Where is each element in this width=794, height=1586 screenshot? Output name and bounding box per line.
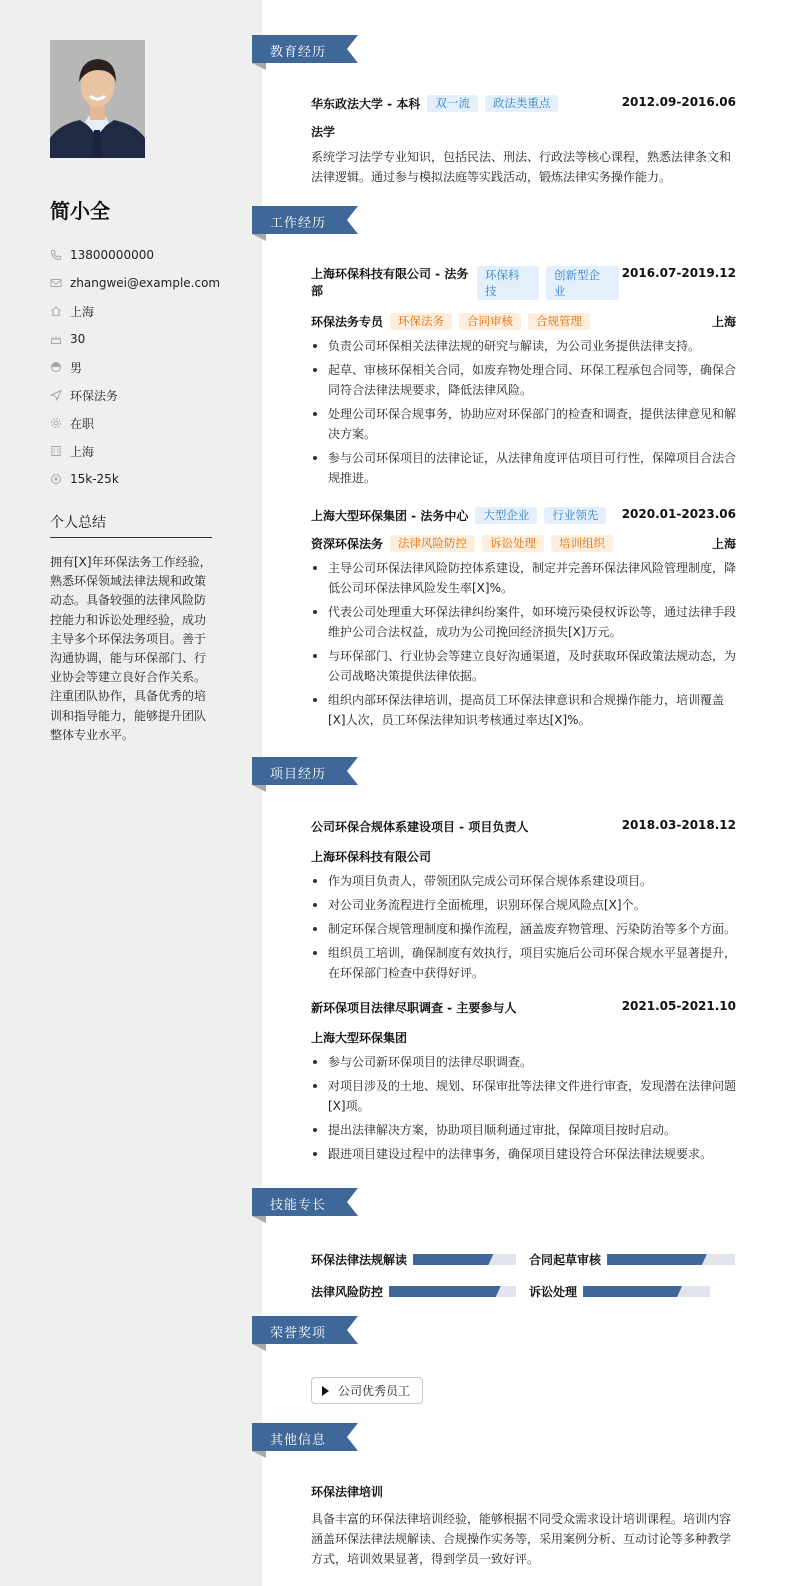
text-line: 代表公司处理重大环保法律纠纷案件，如环境污染侵权诉讼等，通过法律手段	[328, 605, 737, 619]
summary-line: 动态。具备较强的法律风险防	[50, 593, 207, 608]
text-line: 业	[554, 284, 566, 298]
tag: 政法类重点	[485, 95, 559, 112]
project-title: 公司环保合规体系建设项目 - 项目负责人	[311, 820, 529, 834]
text-line: 负责公司环保相关法律法规的研究与解读，为公司业务提供法律支持。	[328, 339, 701, 353]
summary-line: 整体专业水平。	[50, 727, 135, 742]
info-text: 30	[70, 332, 86, 346]
text-line: 起草、审核环保相关合同，如废弃物处理合同、环保工程承包合同等，确保合	[328, 363, 737, 377]
age-icon	[50, 333, 62, 345]
text-line: 跟进项目建设过程中的法律事务，确保项目建设符合环保法律法规要求。	[328, 1147, 713, 1161]
text-line: 具备丰富的环保法律培训经验，能够根据不同受众需求设计培训课程。培训内容	[311, 1512, 732, 1526]
info-city	[50, 437, 220, 465]
tag: 法律风险防控	[390, 535, 475, 552]
list-item	[311, 690, 736, 730]
work-head	[311, 507, 736, 524]
text-line: 环保科	[485, 268, 520, 282]
section-header-education	[252, 35, 362, 71]
info-text: 男	[70, 360, 83, 375]
other-description	[311, 1509, 736, 1569]
summary-line: 业协会等建立良好合作关系。	[50, 670, 207, 685]
section-header-skills	[252, 1188, 362, 1224]
tag: 诉讼处理	[482, 535, 544, 552]
text-line: 参与公司新环保项目的法律尽职调查。	[328, 1055, 533, 1069]
info-text: 环保法务	[70, 388, 119, 403]
skill-item	[311, 1251, 516, 1268]
section-title: 项目经历	[270, 767, 327, 782]
summary-line: 注重团队协作，具备优秀的培	[50, 689, 207, 704]
text-line: 同符合法律法规要求，降低法律风险。	[328, 383, 533, 397]
tag: 合规管理	[528, 313, 590, 330]
text-line: 公司战略决策提供法律依据。	[328, 669, 485, 683]
city: 上海	[711, 315, 736, 329]
info-text: 15k-25k	[70, 472, 119, 486]
date-range: 2021.05-2021.10	[621, 999, 736, 1013]
skill-name: 合同起草审核	[529, 1253, 602, 1267]
status-icon	[50, 417, 62, 429]
summary-line: 控能力和诉讼处理经验，成功	[50, 612, 207, 627]
text-line: 对公司业务流程进行全面梳理，识别环保合规风险点[X]个。	[328, 898, 646, 912]
skill-bar-fill	[413, 1254, 493, 1265]
award-name: 公司优秀员工	[338, 1384, 411, 1398]
person-name: 简小全	[50, 199, 110, 223]
duty-list	[311, 558, 736, 730]
summary-line: 熟悉环保领域法律法规和政策	[50, 574, 207, 589]
major: 法学	[311, 125, 336, 139]
section-title: 教育经历	[270, 45, 327, 60]
text-line: [X]人次，员工环保法律知识考核通过率达[X]%。	[328, 713, 591, 727]
text-line: 制定环保合规管理制度和操作流程，涵盖废弃物管理、污染防治等多个方面。	[328, 922, 737, 936]
text-line: 涵盖环保法律法规解读、合规操作实务等，采用案例分析、互动讨论等多种教学	[311, 1532, 732, 1546]
tag: 行业领先	[544, 507, 606, 524]
section-title: 工作经历	[270, 216, 327, 231]
skill-bar	[413, 1254, 516, 1265]
summary-line: 主导多个环保法务项目。善于	[50, 631, 207, 646]
list-item	[311, 646, 736, 686]
skill-bar-fill	[389, 1286, 501, 1297]
profile-photo	[50, 40, 145, 158]
date-range: 2020.01-2023.06	[621, 507, 736, 521]
skill-item	[529, 1283, 710, 1300]
education-head	[311, 95, 736, 112]
text-line: 参与公司环保项目的法律论证，从法律角度评估项目可行性，保障项目合法合	[328, 451, 737, 465]
role-row	[311, 535, 736, 552]
school-name: 华东政法大学 - 本科	[311, 97, 421, 111]
summary-line: 沟通协调，能与环保部门、行	[50, 651, 207, 666]
section-title: 其他信息	[270, 1433, 327, 1448]
text-line: 规推进。	[328, 471, 377, 485]
text-line: 在环保部门检查中获得好评。	[328, 966, 485, 980]
list-item	[311, 360, 736, 400]
education-entry	[311, 95, 736, 187]
project-entry	[311, 999, 736, 1168]
info-salary	[50, 465, 220, 493]
text-line: 低公司环保法律风险发生率[X]%。	[328, 581, 513, 595]
section-title: 荣誉奖项	[270, 1326, 327, 1341]
contact-info-list	[50, 241, 220, 493]
section-header-work	[252, 206, 362, 242]
company-name	[311, 266, 469, 300]
skill-name: 法律风险防控	[311, 1285, 384, 1299]
work-entry	[311, 507, 736, 734]
text-line: 决方案。	[328, 427, 377, 441]
info-text: 13800000000	[70, 248, 154, 262]
tag: 培训组织	[551, 535, 613, 552]
award-badge	[311, 1377, 423, 1404]
skill-item	[311, 1283, 516, 1300]
section-header-other	[252, 1423, 362, 1459]
date-range: 2012.09-2016.06	[621, 95, 736, 109]
company-name: 上海大型环保集团 - 法务中心	[311, 509, 469, 523]
info-age	[50, 325, 220, 353]
text-line: 对项目涉及的土地、规划、环保审批等法律文件进行审查，发现潜在法律问题	[328, 1079, 737, 1093]
role-row	[311, 313, 736, 330]
summary-title: 个人总结	[50, 515, 106, 531]
info-status	[50, 409, 220, 437]
project-duty-list	[311, 1052, 736, 1164]
text-line: 部	[311, 284, 324, 298]
list-item	[311, 558, 736, 598]
skill-name: 环保法律法规解读	[311, 1253, 408, 1267]
info-gender	[50, 353, 220, 381]
summary-line: 训和指导能力，能够提升团队	[50, 708, 207, 723]
date-range: 2018.03-2018.12	[621, 818, 736, 832]
tag	[546, 266, 619, 300]
list-item	[311, 336, 736, 356]
text-line: 上海环保科技有限公司 - 法务	[311, 267, 469, 281]
salary-icon	[50, 473, 62, 485]
tag: 合同审核	[459, 313, 521, 330]
text-line: 系统学习法学专业知识，包括民法、刑法、行政法等核心课程，熟悉法律条文和	[311, 150, 732, 164]
tag: 大型企业	[475, 507, 537, 524]
info-home	[50, 297, 220, 325]
list-item	[311, 1052, 736, 1072]
info-text: 上海	[70, 304, 95, 319]
date-range: 2016.07-2019.12	[621, 266, 736, 280]
text-line: 方式，培训效果显著，得到学员一致好评。	[311, 1552, 540, 1566]
text-line: 作为项目负责人，带领团队完成公司环保合规体系建设项目。	[328, 874, 653, 888]
role-title: 环保法务专员	[311, 315, 384, 329]
text-line: [X]项。	[328, 1099, 370, 1113]
summary-text	[50, 553, 215, 745]
gender-icon	[50, 361, 62, 373]
info-phone	[50, 241, 220, 269]
city: 上海	[711, 537, 736, 551]
play-icon	[322, 1386, 329, 1396]
project-org: 上海大型环保集团	[311, 1031, 408, 1045]
tag	[477, 266, 539, 300]
work-head	[311, 266, 736, 300]
duty-list	[311, 336, 736, 488]
info-job	[50, 381, 220, 409]
skill-bar-fill	[607, 1254, 707, 1265]
info-text: 在职	[70, 416, 95, 431]
text-line: 与环保部门、行业协会等建立良好沟通渠道，及时获取环保政策法规动态，为	[328, 649, 737, 663]
list-item	[311, 1120, 736, 1140]
other-title: 环保法律培训	[311, 1485, 384, 1499]
project-title: 新环保项目法律尽职调查 - 主要参与人	[311, 1001, 517, 1015]
list-item	[311, 602, 736, 642]
education-description	[311, 147, 736, 187]
project-entry	[311, 818, 736, 987]
text-line: 主导公司环保法律风险防控体系建设，制定并完善环保法律风险管理制度，降	[328, 561, 737, 575]
mail-icon	[50, 277, 62, 289]
skill-name: 诉讼处理	[529, 1285, 578, 1299]
text-line: 处理公司环保合规事务，协助应对环保部门的检查和调查，提供法律意见和解	[328, 407, 737, 421]
info-text: zhangwei@example.com	[70, 276, 221, 290]
project-head	[311, 818, 736, 835]
list-item	[311, 943, 736, 983]
sidebar	[0, 0, 262, 1586]
list-item	[311, 871, 736, 891]
tag: 环保法务	[390, 313, 452, 330]
section-header-projects	[252, 757, 362, 793]
section-title: 技能专长	[270, 1198, 327, 1213]
building-icon	[50, 445, 62, 457]
list-item	[311, 895, 736, 915]
text-line: 组织内部环保法律培训，提高员工环保法律意识和合规操作能力，培训覆盖	[328, 693, 725, 707]
skill-bar	[389, 1286, 516, 1297]
list-item	[311, 1144, 736, 1164]
phone-icon	[50, 249, 62, 261]
list-item	[311, 919, 736, 939]
skill-bar	[583, 1286, 710, 1297]
send-icon	[50, 389, 62, 401]
list-item	[311, 1076, 736, 1116]
home-icon	[50, 305, 62, 317]
project-duty-list	[311, 871, 736, 983]
summary-divider	[50, 537, 212, 538]
other-entry	[311, 1483, 736, 1569]
skill-bar-fill	[583, 1286, 682, 1297]
info-text: 上海	[70, 444, 95, 459]
skill-bar	[607, 1254, 735, 1265]
role-title: 资深环保法务	[311, 537, 384, 551]
text-line: 创新型企	[554, 268, 600, 282]
list-item	[311, 404, 736, 444]
list-item	[311, 448, 736, 488]
work-entry	[311, 266, 736, 492]
text-line: 组织员工培训，确保制度有效执行，项目实施后公司环保合规水平显著提升，	[328, 946, 737, 960]
skill-item	[529, 1251, 735, 1268]
text-line: 技	[485, 284, 497, 298]
text-line: 维护公司合法权益，成功为公司挽回经济损失[X]万元。	[328, 625, 622, 639]
section-header-awards	[252, 1316, 362, 1352]
summary-line: 拥有[X]年环保法务工作经验，	[50, 555, 212, 569]
text-line: 提出法律解决方案，协助项目顺利通过审批，保障项目按时启动。	[328, 1123, 677, 1137]
text-line: 法律逻辑。通过参与模拟法庭等实践活动，锻炼法律实务操作能力。	[311, 170, 672, 184]
project-org: 上海环保科技有限公司	[311, 850, 432, 864]
info-email	[50, 269, 220, 297]
project-head	[311, 999, 736, 1016]
tag: 双一流	[427, 95, 478, 112]
